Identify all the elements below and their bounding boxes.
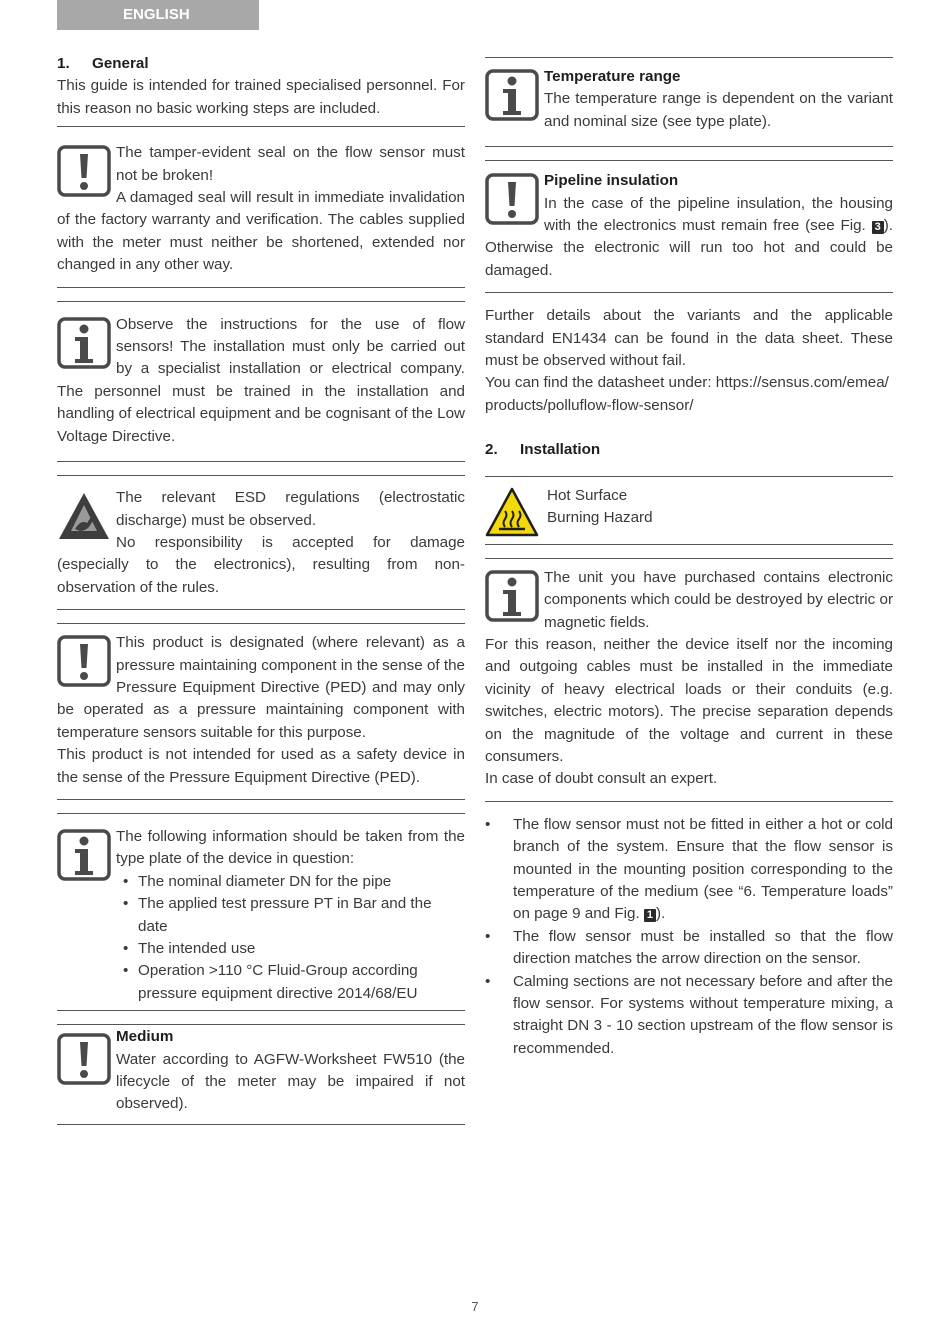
medium-notice — [57, 1026, 465, 1116]
language-tab: ENGLISH — [57, 0, 259, 30]
list-item: • Calming sections are not necessary before and after the flow sensor. For systems without temperature mixing, a straight DN 3 - 10 section upstream of the flow sensor is recommended. — [485, 971, 893, 1061]
section-number: 2. — [485, 441, 498, 459]
notice-text: The unit you have purchased contains electronic components which could be destroyed by electric or magnetic fields. — [544, 568, 893, 631]
section-number: 1. — [57, 55, 70, 72]
hazard-line: Burning Hazard — [547, 509, 653, 527]
divider — [485, 544, 893, 545]
notice-text — [485, 193, 893, 283]
divider — [485, 476, 893, 477]
notice-text: This product is designated (where relevant) as a pressure maintaining component in the sense of the Pressure Equipment Directive (PED) and may only be operated as a pressure maintaining component with temperature sensors suitable for this purpose. — [57, 634, 465, 741]
info-icon — [57, 316, 111, 370]
list-item — [485, 814, 893, 926]
details-text: Further details about the variants and the applicable standard EN1434 can be found in the data sheet. These must be observed without fail. — [485, 307, 893, 370]
notice-text: The following information should be taken from the type plate of the device in question: — [116, 827, 465, 868]
divider — [57, 301, 465, 302]
general-text: This guide is intended for trained specialised personnel. For this reason no basic working steps are included. — [57, 77, 465, 117]
divider — [57, 623, 465, 624]
installation-bullets — [485, 814, 893, 1060]
notice-title: Pipeline insulation — [544, 172, 679, 190]
list-item: • The flow sensor must be installed so that the flow direction matches the arrow direction on the sensor. — [485, 926, 893, 971]
divider — [485, 57, 893, 58]
list-item: • The applied test pressure PT in Bar and the date — [116, 893, 465, 938]
bullet-text-part: The flow sensor must not be fitted in either a hot or cold branch of the system. Ensure that the flow sensor is mounted in the mounting position corresponding to the temperature of the medium (see “6. Temperature loads” on page 9 and Fig. — [513, 815, 893, 923]
divider — [57, 609, 465, 610]
divider — [57, 475, 465, 476]
electronic-notice — [485, 567, 893, 791]
exclamation-icon — [57, 634, 111, 688]
page-number: 7 — [471, 1299, 479, 1314]
notice-title: Medium — [116, 1028, 174, 1046]
notice-text-part: ). Otherwise the electronic will run too hot and could be damaged. — [485, 217, 893, 279]
notice-text-part: In the case of the pipeline insulation, the housing with the electronics must remain free (see Fig. — [544, 194, 893, 235]
section-heading-installation — [485, 439, 893, 461]
notice-text: Water according to AGFW-Worksheet FW510 (the lifecycle of the meter may be impaired if not observed). — [116, 1050, 465, 1113]
datasheet-link-text: You can find the datasheet under: https://sensus.com/emea/products/polluflow-flow-sensor/ — [485, 374, 889, 414]
list-item: • The intended use — [116, 938, 465, 960]
section-title: General — [92, 55, 149, 72]
notice-title: Temperature range — [544, 68, 681, 85]
info-icon — [57, 828, 111, 882]
divider — [485, 801, 893, 802]
section-title: Installation — [520, 441, 601, 459]
temperature-notice — [485, 66, 893, 133]
info-icon — [485, 569, 539, 623]
section-heading-general — [57, 53, 465, 75]
ped-notice — [57, 632, 465, 789]
info-icon — [485, 68, 539, 122]
hazard-line: Hot Surface — [547, 486, 628, 504]
notice-text: Observe the instructions for the use of flow sensors! The installation must only be carried out by a specialist installation or electrical company. The personnel must be trained in the installation and handling of electrical equipment and be cognisant of the Low Voltage Directive. — [57, 315, 465, 445]
notice-text: The temperature range is dependent on the variant and nominal size (see type plate). — [544, 90, 893, 130]
general-section — [57, 53, 465, 120]
bullet-text-part: ). — [656, 905, 666, 923]
instructions-notice — [57, 314, 465, 448]
divider — [57, 126, 465, 127]
divider — [57, 813, 465, 814]
insulation-notice — [485, 170, 893, 282]
divider — [57, 1024, 465, 1025]
exclamation-icon — [57, 144, 111, 198]
notice-text: This product is not intended for used as a safety device in the sense of the Pressure Equipment Directive (PED). — [57, 746, 465, 786]
notice-text: In case of doubt consult an expert. — [485, 770, 718, 788]
divider — [485, 558, 893, 559]
divider — [485, 160, 893, 161]
left-column — [57, 52, 465, 1125]
divider — [57, 799, 465, 800]
seal-notice — [57, 142, 465, 276]
type-plate-list — [116, 871, 465, 1005]
divider — [57, 461, 465, 462]
notice-text: For this reason, neither the device itself nor the incoming and outgoing cables must be installed in the immediate vicinity of heavy electrical loads or their conduits (e.g. switches, electric motors). The precise separation depends on the magnitude of the voltage and current in these consumers. — [485, 635, 893, 765]
exclamation-icon — [485, 172, 539, 226]
notice-text: No responsibility is accepted for damage (especially to the electronics), resulting from non-observation of the rules. — [57, 533, 465, 596]
hot-surface-warning-icon — [485, 485, 539, 539]
divider — [57, 287, 465, 288]
further-details — [485, 305, 893, 417]
hot-surface-notice — [485, 485, 893, 541]
esd-warning-icon — [57, 489, 111, 543]
esd-notice — [57, 487, 465, 599]
type-plate-notice — [57, 826, 465, 1005]
figure-reference: 3 — [872, 221, 884, 234]
figure-reference: 1 — [644, 909, 656, 922]
list-item: • The nominal diameter DN for the pipe — [116, 871, 465, 893]
notice-text: A damaged seal will result in immediate invalidation of the factory warranty and verification. The cables supplied with the meter must neither be shortened, extended nor changed in any other way. — [57, 189, 465, 274]
right-column — [485, 52, 893, 1060]
list-item: • Operation >110 °C Fluid-Group according pressure equipment directive 2014/68/EU — [116, 960, 465, 1005]
notice-text: The relevant ESD regulations (electrostatic discharge) must be observed. — [116, 489, 465, 529]
divider — [57, 1010, 465, 1011]
divider — [485, 146, 893, 147]
exclamation-icon — [57, 1032, 111, 1086]
notice-text: The tamper-evident seal on the flow sensor must not be broken! — [116, 144, 465, 184]
divider — [57, 1124, 465, 1125]
divider — [485, 292, 893, 293]
